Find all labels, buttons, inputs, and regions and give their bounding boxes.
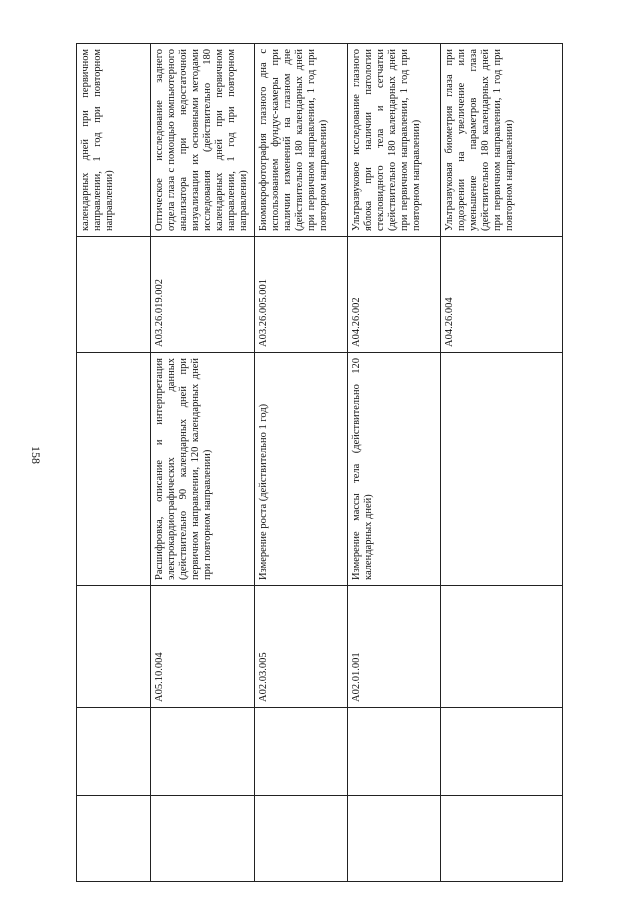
table-cell-empty	[441, 796, 563, 882]
rotated-table-container	[76, 44, 562, 882]
services-table-wrapper	[76, 44, 562, 882]
table-cell-code	[77, 237, 151, 353]
table-cell-description	[441, 353, 563, 586]
table-cell-description: Биомикрофотография глазного дна с использованием фундус-камеры при наличии изменений на глазном дне (действительно 180 календарных дней при первичном направлении, 1 год при повторном направлении)	[255, 44, 348, 237]
table-cell-empty	[77, 708, 151, 796]
table-cell-code: A02.01.001	[348, 586, 441, 708]
table-cell-code: A03.26.005.001	[255, 237, 348, 353]
services-table	[76, 43, 563, 882]
table-cell-empty	[348, 708, 441, 796]
table-cell-code: A04.26.002	[348, 237, 441, 353]
table-cell-empty	[77, 796, 151, 882]
table-cell-code	[441, 586, 563, 708]
table-cell-empty	[255, 796, 348, 882]
table-row	[77, 44, 151, 882]
table-cell-description: календарных дней при первичном направлении, 1 год при повторном направлении)	[77, 44, 151, 237]
table-cell-empty	[441, 708, 563, 796]
table-cell-description: Оптическое исследование заднего отдела глаза с помощью компьютерного анализатора при недостаточной визуализации их основными методами исследования (действительно 180 календарных дней при первичном направлении, 1 год при повторном направлении)	[151, 44, 255, 237]
table-cell-code	[77, 586, 151, 708]
table-row	[151, 44, 255, 882]
table-row	[441, 44, 563, 882]
table-row	[348, 44, 441, 882]
table-cell-description: Расшифровка, описание и интерпретация электрокардиографических данных (действительно 90 календарных дней при первичном направлении, 120 календарных дней при повторном направлении)	[151, 353, 255, 586]
table-cell-code: A02.03.005	[255, 586, 348, 708]
page-number: 158	[29, 446, 43, 464]
table-cell-description: Измерение массы тела (действительно 120 календарных дней)	[348, 353, 441, 586]
table-cell-description	[77, 353, 151, 586]
table-cell-code: A03.26.019.002	[151, 237, 255, 353]
table-cell-empty	[255, 708, 348, 796]
table-cell-empty	[151, 708, 255, 796]
table-cell-code: A05.10.004	[151, 586, 255, 708]
table-row	[255, 44, 348, 882]
table-cell-code: A04.26.004	[441, 237, 563, 353]
table-cell-empty	[151, 796, 255, 882]
table-cell-description: Измерение роста (действительно 1 год)	[255, 353, 348, 586]
table-cell-description: Ультразвуковая биометрия глаза при подозрении на увеличение или уменьшение параметров глаза (действительно 180 календарных дней при первичном направлении, 1 год при повторном направлении)	[441, 44, 563, 237]
table-cell-empty	[348, 796, 441, 882]
table-cell-description: Ультразвуковое исследование глазного яблока при наличии патологии стекловидного тела и сетчатки (действительно 180 календарных дней при первичном направлении, 1 год при повторном направлении)	[348, 44, 441, 237]
